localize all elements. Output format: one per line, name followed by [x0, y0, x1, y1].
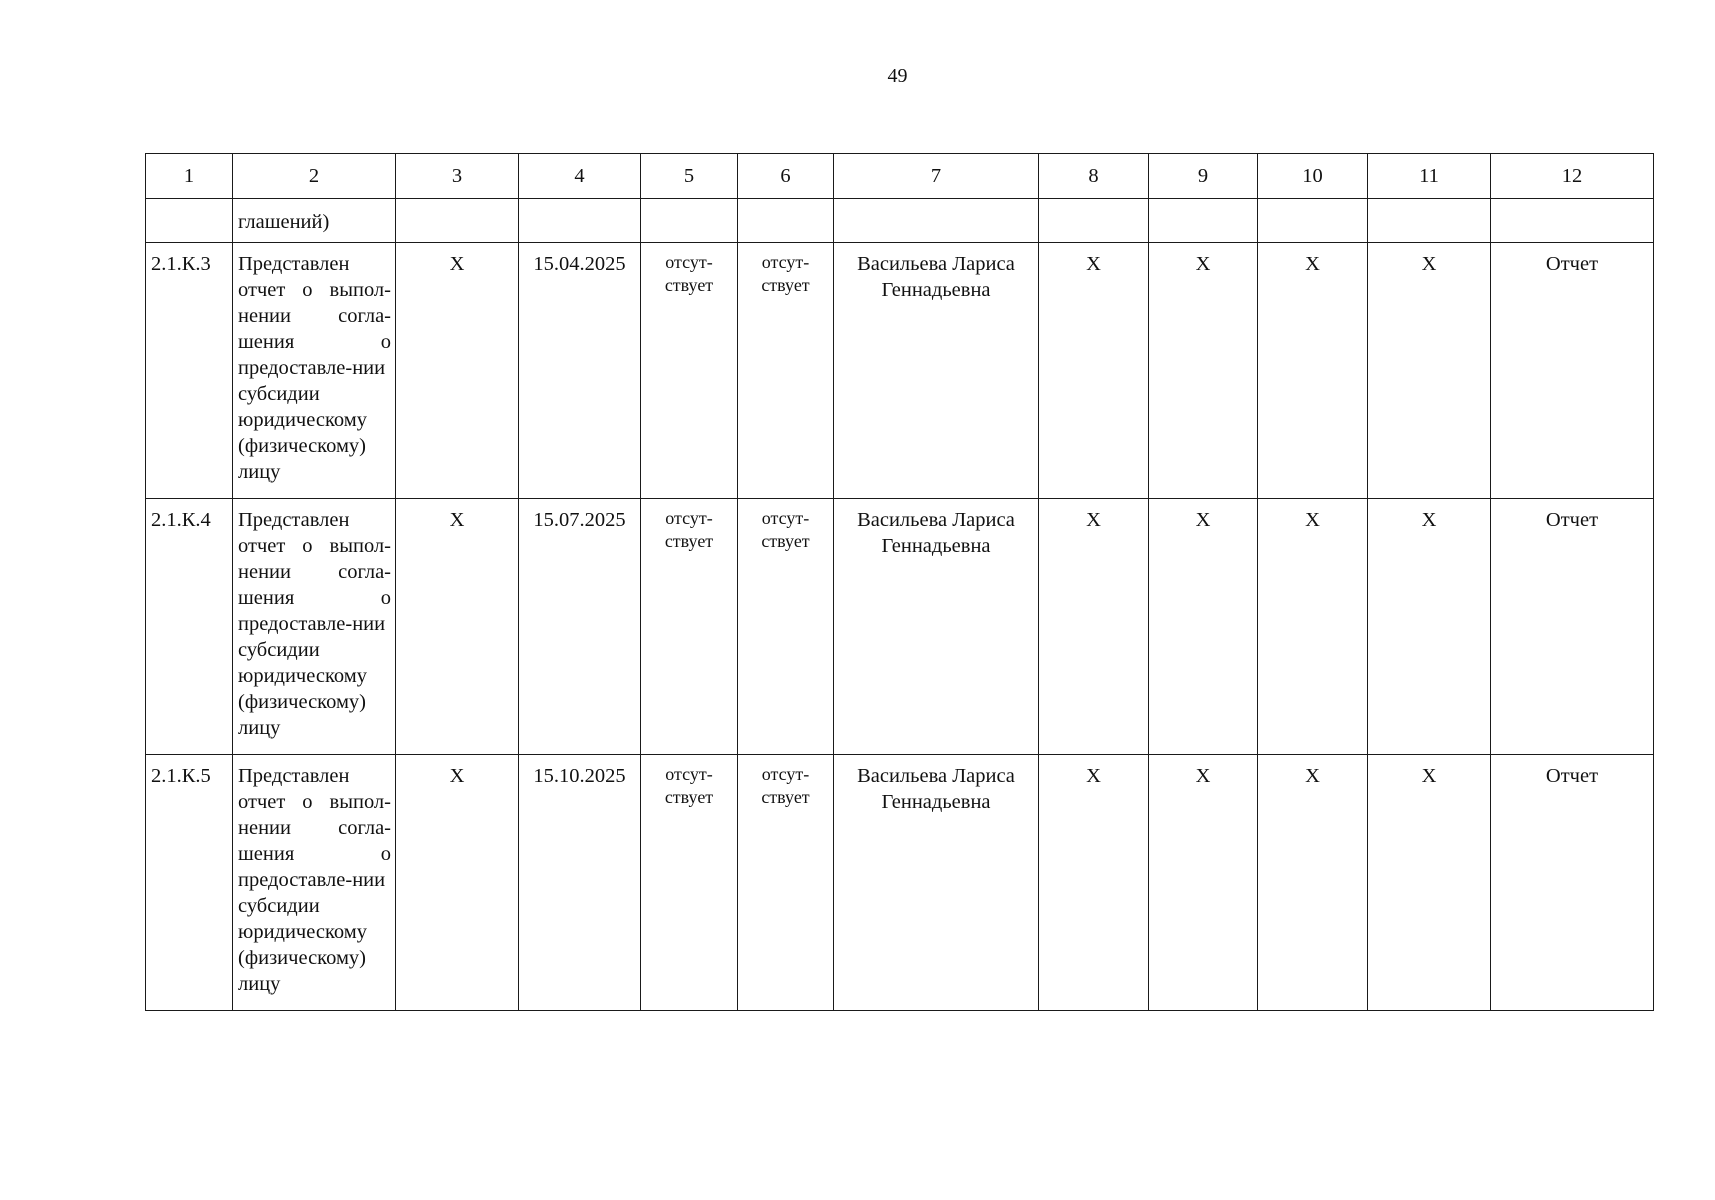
- mark-cell: Х: [1149, 755, 1258, 1011]
- absent-cell: отсут-ствует: [738, 755, 834, 1011]
- table-cell: [1491, 199, 1654, 243]
- responsible-cell: Васильева Лариса Геннадьевна: [834, 499, 1039, 755]
- date-cell: 15.10.2025: [519, 755, 641, 1011]
- mark-cell: Х: [396, 755, 519, 1011]
- column-number: 5: [641, 154, 738, 199]
- table-row: [146, 243, 1654, 499]
- column-number: 1: [146, 154, 233, 199]
- description-cell: [233, 243, 396, 499]
- table-cell: [1039, 199, 1149, 243]
- mark-cell: Х: [396, 499, 519, 755]
- date-cell: 15.07.2025: [519, 499, 641, 755]
- description-text: Представлен отчет о выпол-нении согла-шения о предоставле-нии субсидии юридическому (физическому) лицу: [238, 253, 391, 483]
- absent-cell: отсут-ствует: [641, 499, 738, 755]
- column-number: 4: [519, 154, 641, 199]
- mark-cell: Х: [1039, 499, 1149, 755]
- mark-cell: Х: [1258, 499, 1368, 755]
- mark-cell: Х: [1258, 755, 1368, 1011]
- table-row: [146, 499, 1654, 755]
- document-cell: Отчет: [1491, 755, 1654, 1011]
- column-number: 10: [1258, 154, 1368, 199]
- page-number: 49: [887, 65, 908, 87]
- mark-cell: Х: [1149, 243, 1258, 499]
- mark-cell: Х: [396, 243, 519, 499]
- table-cell: [519, 199, 641, 243]
- mark-cell: Х: [1039, 243, 1149, 499]
- description-cell: [233, 755, 396, 1011]
- mark-cell: Х: [1039, 755, 1149, 1011]
- table-cell: [1149, 199, 1258, 243]
- mark-cell: Х: [1368, 243, 1491, 499]
- table-cell: [834, 199, 1039, 243]
- column-number: 2: [233, 154, 396, 199]
- code-cell: [146, 199, 233, 243]
- column-number: 12: [1491, 154, 1654, 199]
- description-cell: [233, 499, 396, 755]
- responsible-cell: Васильева Лариса Геннадьевна: [834, 755, 1039, 1011]
- mark-cell: Х: [1149, 499, 1258, 755]
- mark-cell: Х: [1258, 243, 1368, 499]
- table-cell: [641, 199, 738, 243]
- column-number: 8: [1039, 154, 1149, 199]
- column-number: 3: [396, 154, 519, 199]
- control-points-table: [145, 153, 1654, 1011]
- code-cell: 2.1.К.3: [146, 243, 233, 499]
- document-cell: Отчет: [1491, 499, 1654, 755]
- table-row: [146, 755, 1654, 1011]
- column-number: 11: [1368, 154, 1491, 199]
- description-text: Представлен отчет о выпол-нении согла-шения о предоставле-нии субсидии юридическому (физическому) лицу: [238, 765, 391, 995]
- responsible-cell: Васильева Лариса Геннадьевна: [834, 243, 1039, 499]
- code-cell: 2.1.К.4: [146, 499, 233, 755]
- absent-cell: отсут-ствует: [641, 243, 738, 499]
- absent-cell: отсут-ствует: [738, 243, 834, 499]
- column-number: 7: [834, 154, 1039, 199]
- mark-cell: Х: [1368, 755, 1491, 1011]
- date-cell: 15.04.2025: [519, 243, 641, 499]
- document-cell: Отчет: [1491, 243, 1654, 499]
- description-cell: глашений): [233, 199, 396, 243]
- table-cell: [738, 199, 834, 243]
- continuation-row: [146, 199, 1654, 243]
- absent-cell: отсут-ствует: [738, 499, 834, 755]
- code-cell: 2.1.К.5: [146, 755, 233, 1011]
- absent-cell: отсут-ствует: [641, 755, 738, 1011]
- mark-cell: Х: [1368, 499, 1491, 755]
- column-number: 6: [738, 154, 834, 199]
- description-text: Представлен отчет о выпол-нении согла-шения о предоставле-нии субсидии юридическому (физическому) лицу: [238, 509, 391, 739]
- column-number: 9: [1149, 154, 1258, 199]
- table-cell: [1368, 199, 1491, 243]
- column-number-row: [146, 154, 1654, 199]
- table-cell: [396, 199, 519, 243]
- table-cell: [1258, 199, 1368, 243]
